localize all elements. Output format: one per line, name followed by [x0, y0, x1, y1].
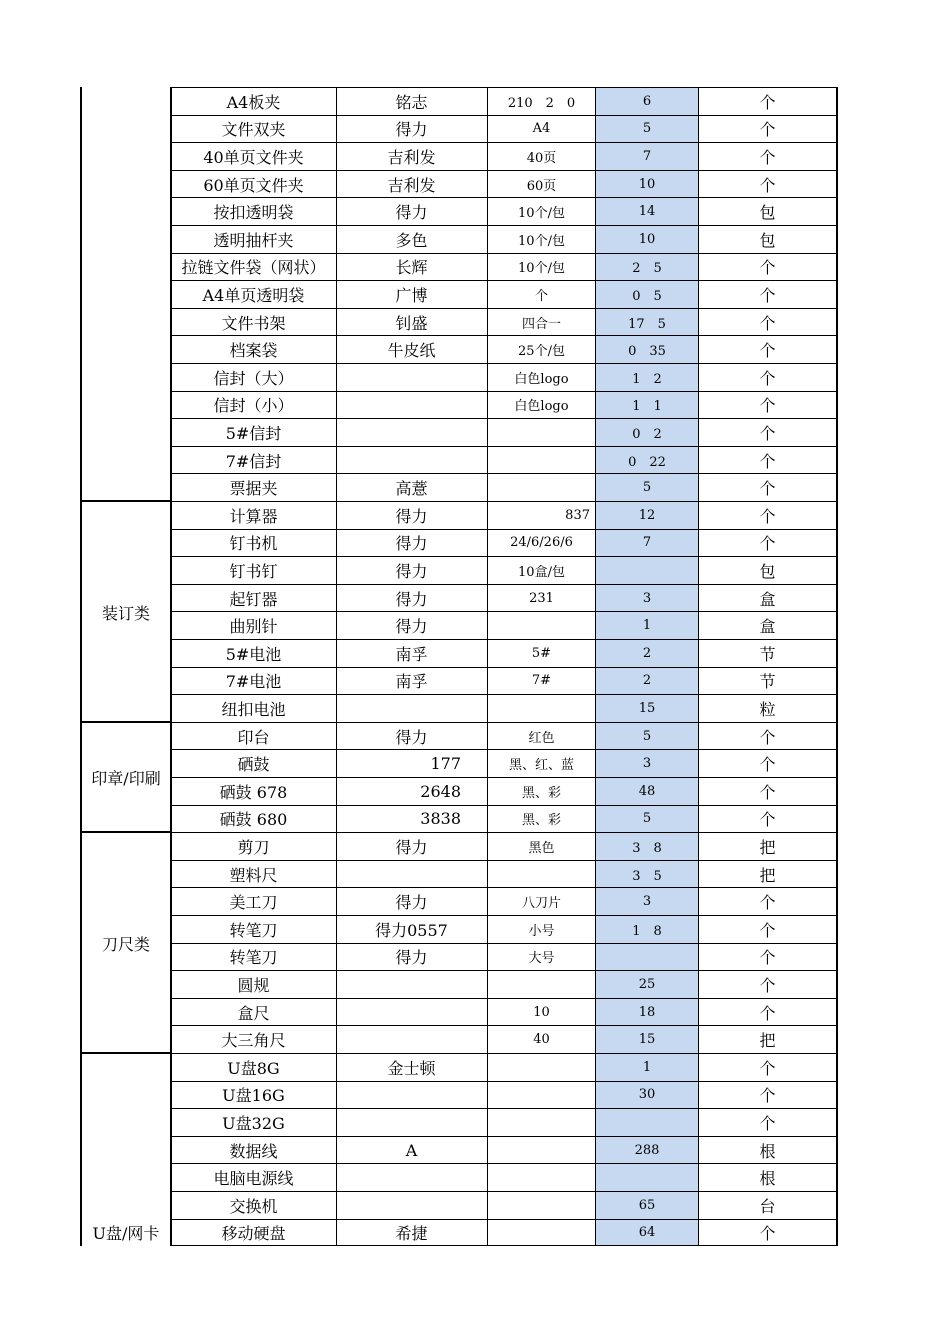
item-name-cell: 曲别针	[229, 617, 278, 637]
item-name-cell: 硒鼓	[237, 755, 270, 775]
brand-cell: 南孚	[395, 672, 428, 692]
spec-cell	[487, 1192, 596, 1219]
quantity-cell: 3 8	[596, 833, 698, 860]
category-separator	[80, 500, 171, 502]
item-name-cell: U盘16G	[222, 1086, 285, 1106]
unit-cell: 包	[759, 230, 776, 250]
quantity-cell: 7	[596, 143, 698, 170]
brand-cell: 得力	[395, 589, 428, 609]
item-name-cell: 盒尺	[237, 1003, 270, 1023]
quantity-cell: 10	[596, 226, 698, 253]
unit-cell: 个	[759, 396, 776, 416]
quantity-cell: 0 22	[596, 447, 698, 474]
unit-cell: 个	[759, 920, 776, 940]
table-row	[171, 970, 837, 998]
brand-cell: 3838	[420, 809, 461, 829]
item-name-cell: U盘8G	[227, 1058, 280, 1078]
unit-cell: 个	[759, 1058, 776, 1078]
grid-line-left	[80, 87, 82, 1246]
table-row	[171, 363, 837, 391]
quantity-cell: 64	[596, 1220, 698, 1246]
unit-cell: 个	[759, 368, 776, 388]
item-name-cell: 转笔刀	[229, 948, 278, 968]
unit-cell: 把	[759, 1031, 776, 1051]
spec-cell	[487, 1054, 596, 1081]
brand-cell	[336, 447, 487, 474]
unit-cell: 个	[759, 1223, 776, 1243]
spec-cell	[487, 419, 596, 446]
brand-cell	[336, 1109, 487, 1136]
table-row	[171, 832, 837, 860]
unit-cell: 节	[759, 644, 776, 664]
spec-cell: 黑、红、蓝	[508, 758, 574, 774]
table-row	[171, 667, 837, 695]
brand-cell: 得力	[395, 948, 428, 968]
unit-cell: 根	[759, 1141, 776, 1161]
brand-cell: 得力	[395, 506, 428, 526]
unit-cell: 个	[759, 341, 776, 361]
unit-cell: 粒	[759, 699, 776, 719]
quantity-cell: 14	[596, 198, 698, 225]
quantity-cell: 3	[596, 585, 698, 612]
brand-cell: 得力	[395, 617, 428, 637]
quantity-cell: 6	[596, 88, 698, 115]
table-row	[171, 529, 837, 557]
table-row	[171, 391, 837, 419]
brand-cell	[336, 1026, 487, 1053]
quantity-cell: 5	[596, 474, 698, 501]
table-row	[171, 1053, 837, 1081]
spec-cell: A4	[532, 121, 551, 137]
category-separator	[80, 1052, 171, 1054]
brand-cell: 希捷	[395, 1223, 428, 1243]
spec-cell: 10个/包	[518, 206, 565, 222]
item-name-cell: 60单页文件夹	[203, 175, 304, 195]
brand-cell: 得力	[395, 837, 428, 857]
unit-cell: 盒	[759, 617, 776, 637]
quantity-cell: 5	[596, 806, 698, 833]
table-row	[171, 1025, 837, 1053]
quantity-cell	[596, 944, 698, 971]
brand-cell: 得力	[395, 120, 428, 140]
brand-cell	[336, 999, 487, 1026]
item-name-cell: U盘32G	[222, 1113, 285, 1133]
unit-cell: 个	[759, 782, 776, 802]
unit-cell: 台	[759, 1196, 776, 1216]
unit-cell: 个	[759, 506, 776, 526]
brand-cell: 得力	[395, 203, 428, 223]
spec-cell: 10个/包	[518, 261, 565, 277]
unit-cell: 个	[759, 120, 776, 140]
unit-cell: 个	[759, 893, 776, 913]
unit-cell: 把	[759, 837, 776, 857]
quantity-cell: 15	[596, 695, 698, 722]
spec-cell	[487, 612, 596, 639]
item-name-cell: 5#信封	[225, 423, 282, 443]
brand-cell	[336, 1192, 487, 1219]
item-name-cell: 印台	[237, 727, 270, 747]
brand-cell: 铭志	[395, 92, 428, 112]
spec-cell: 红色	[528, 730, 555, 746]
item-name-cell: 7#电池	[225, 672, 282, 692]
item-name-cell: A4单页透明袋	[202, 285, 305, 305]
item-name-cell: 拉链文件袋（网状）	[181, 258, 326, 278]
table-row	[171, 1191, 837, 1219]
quantity-cell: 1	[596, 612, 698, 639]
quantity-cell: 3 5	[596, 861, 698, 888]
item-name-cell: 档案袋	[229, 341, 278, 361]
item-name-cell: 起钉器	[229, 589, 278, 609]
item-name-cell: 大三角尺	[221, 1031, 286, 1051]
item-name-cell: 信封（大）	[213, 368, 294, 388]
spec-cell	[487, 1220, 596, 1246]
table-row	[171, 335, 837, 363]
brand-cell: 南孚	[395, 644, 428, 664]
table-row	[171, 611, 837, 639]
brand-cell: 得力	[395, 561, 428, 581]
spec-cell: 四合一	[521, 316, 561, 332]
table-row	[171, 473, 837, 501]
unit-cell: 个	[759, 755, 776, 775]
item-name-cell: 计算器	[229, 506, 278, 526]
table-row	[171, 915, 837, 943]
table-row	[171, 1108, 837, 1136]
brand-cell	[336, 1164, 487, 1191]
brand-cell	[336, 695, 487, 722]
table-row	[171, 308, 837, 336]
quantity-cell: 25	[596, 971, 698, 998]
unit-cell: 个	[759, 1086, 776, 1106]
spec-cell: 231	[529, 590, 554, 606]
brand-cell: 2648	[420, 781, 461, 801]
quantity-cell: 2 5	[596, 254, 698, 281]
quantity-cell: 2	[596, 668, 698, 695]
quantity-cell: 48	[596, 778, 698, 805]
table-row	[171, 142, 837, 170]
brand-cell	[336, 364, 487, 391]
item-name-cell: 硒鼓 680	[219, 810, 288, 830]
table-row	[171, 998, 837, 1026]
brand-cell: 177	[430, 754, 461, 774]
item-name-cell: 美工刀	[229, 893, 278, 913]
brand-cell	[336, 971, 487, 998]
unit-cell: 个	[759, 534, 776, 554]
spec-cell: 白色logo	[514, 371, 569, 387]
brand-cell: 长辉	[395, 258, 428, 278]
quantity-cell	[596, 1164, 698, 1191]
spec-cell: 24/6/26/6	[510, 535, 573, 551]
spec-cell	[487, 1082, 596, 1109]
unit-cell: 个	[759, 423, 776, 443]
item-name-cell: 圆规	[237, 975, 270, 995]
item-name-cell: 透明抽杆夹	[213, 230, 294, 250]
spec-cell	[487, 1109, 596, 1136]
spec-cell: 10	[533, 1004, 550, 1020]
quantity-cell	[596, 1109, 698, 1136]
quantity-cell: 0 5	[596, 281, 698, 308]
table-row	[171, 418, 837, 446]
quantity-cell: 1 2	[596, 364, 698, 391]
brand-cell: 高薏	[395, 479, 428, 499]
item-name-cell: 文件双夹	[221, 120, 286, 140]
unit-cell: 把	[759, 865, 776, 885]
spec-cell: 小号	[528, 923, 555, 939]
table-row	[171, 639, 837, 667]
table-row	[171, 722, 837, 750]
table-row	[171, 115, 837, 143]
spec-cell: 个	[534, 288, 548, 304]
spec-cell	[487, 861, 596, 888]
brand-cell	[336, 392, 487, 419]
brand-cell: 得力	[395, 727, 428, 747]
item-name-cell: 7#信封	[225, 451, 282, 471]
spec-cell: 7#	[531, 673, 552, 689]
item-name-cell: 信封（小）	[213, 396, 294, 416]
quantity-cell: 65	[596, 1192, 698, 1219]
table-row	[171, 280, 837, 308]
item-name-cell: 硒鼓 678	[219, 782, 288, 802]
spec-cell: 25个/包	[518, 344, 565, 360]
table-row	[171, 501, 837, 529]
brand-cell: 吉利发	[387, 175, 436, 195]
quantity-cell: 1	[596, 1054, 698, 1081]
spec-cell	[487, 474, 596, 501]
brand-cell: 牛皮纸	[387, 341, 436, 361]
spec-cell: 白色logo	[514, 399, 569, 415]
category-separator	[80, 721, 171, 723]
item-name-cell: 钉书机	[229, 534, 278, 554]
item-name-cell: 钉书钉	[229, 561, 278, 581]
unit-cell: 个	[759, 313, 776, 333]
table-row	[171, 1081, 837, 1109]
spec-cell: 837	[565, 507, 590, 523]
spec-cell: 210 2 0	[507, 95, 576, 111]
item-name-cell: 交换机	[229, 1196, 278, 1216]
category-label: 装订类	[101, 603, 150, 623]
item-name-cell: 剪刀	[237, 837, 270, 857]
spec-cell	[487, 447, 596, 474]
spec-cell: 黑、彩	[521, 813, 561, 829]
item-name-cell: 塑料尺	[229, 865, 278, 885]
brand-cell: 得力0557	[375, 920, 448, 940]
unit-cell: 根	[759, 1169, 776, 1189]
unit-cell: 个	[759, 948, 776, 968]
table-row	[171, 197, 837, 225]
spec-cell: 5#	[531, 645, 552, 661]
spec-cell: 黑、彩	[521, 785, 561, 801]
unit-cell: 盒	[759, 589, 776, 609]
quantity-cell: 1 1	[596, 392, 698, 419]
spec-cell	[487, 1164, 596, 1191]
quantity-cell: 15	[596, 1026, 698, 1053]
unit-cell: 包	[759, 203, 776, 223]
quantity-cell: 12	[596, 502, 698, 529]
spec-cell: 40	[533, 1032, 550, 1048]
unit-cell: 个	[759, 451, 776, 471]
unit-cell: 个	[759, 1113, 776, 1133]
quantity-cell: 2	[596, 640, 698, 667]
quantity-cell: 5	[596, 723, 698, 750]
table-row	[171, 1219, 837, 1247]
spec-cell: 60页	[526, 178, 557, 194]
brand-cell: 得力	[395, 893, 428, 913]
unit-cell: 个	[759, 810, 776, 830]
unit-cell: 个	[759, 175, 776, 195]
table-row	[171, 556, 837, 584]
table-row	[171, 87, 837, 115]
quantity-cell: 10	[596, 171, 698, 198]
spec-cell: 40页	[526, 150, 557, 166]
quantity-cell: 18	[596, 999, 698, 1026]
table-row	[171, 749, 837, 777]
spec-cell: 八刀片	[521, 896, 561, 912]
quantity-cell: 30	[596, 1082, 698, 1109]
brand-cell	[336, 419, 487, 446]
spec-cell	[487, 971, 596, 998]
quantity-cell: 3	[596, 750, 698, 777]
brand-cell: 吉利发	[387, 147, 436, 167]
quantity-cell: 0 35	[596, 336, 698, 363]
category-label: 印章/印刷	[91, 768, 161, 788]
spec-cell: 10盒/包	[518, 564, 565, 580]
unit-cell: 个	[759, 258, 776, 278]
table-row	[171, 1136, 837, 1164]
table-row	[171, 1163, 837, 1191]
item-name-cell: 转笔刀	[229, 920, 278, 940]
brand-cell: A	[405, 1140, 418, 1160]
unit-cell: 个	[759, 975, 776, 995]
item-name-cell: 纽扣电池	[221, 699, 286, 719]
item-name-cell: 票据夹	[229, 479, 278, 499]
quantity-cell: 0 2	[596, 419, 698, 446]
unit-cell: 个	[759, 92, 776, 112]
item-name-cell: 移动硬盘	[221, 1223, 286, 1243]
table-row	[171, 253, 837, 281]
unit-cell: 个	[759, 727, 776, 747]
brand-cell: 钊盛	[395, 313, 428, 333]
table-row	[171, 170, 837, 198]
quantity-cell	[596, 557, 698, 584]
brand-cell: 广博	[395, 285, 428, 305]
unit-cell: 包	[759, 561, 776, 581]
item-name-cell: 按扣透明袋	[213, 203, 294, 223]
quantity-cell: 7	[596, 530, 698, 557]
quantity-cell: 3	[596, 888, 698, 915]
spec-cell: 大号	[528, 951, 555, 967]
quantity-cell: 288	[596, 1137, 698, 1164]
table-row	[171, 584, 837, 612]
brand-cell: 得力	[395, 534, 428, 554]
brand-cell: 金士顿	[387, 1058, 436, 1078]
table-row	[171, 777, 837, 805]
item-name-cell: 文件书架	[221, 313, 286, 333]
spec-cell	[487, 1137, 596, 1164]
spec-cell	[487, 695, 596, 722]
category-label: 刀尺类	[101, 934, 150, 954]
item-name-cell: 数据线	[229, 1141, 278, 1161]
quantity-cell: 5	[596, 116, 698, 143]
table-row	[171, 860, 837, 888]
category-separator	[80, 831, 171, 833]
item-name-cell: 5#电池	[225, 644, 282, 664]
table-row	[171, 943, 837, 971]
table-row	[171, 225, 837, 253]
unit-cell: 节	[759, 672, 776, 692]
item-name-cell: A4板夹	[226, 92, 281, 112]
table-row	[171, 694, 837, 722]
spec-cell: 10个/包	[518, 233, 565, 249]
table-row	[171, 446, 837, 474]
unit-cell: 个	[759, 285, 776, 305]
unit-cell: 个	[759, 1003, 776, 1023]
unit-cell: 个	[759, 479, 776, 499]
brand-cell	[336, 861, 487, 888]
table-row	[171, 887, 837, 915]
quantity-cell: 17 5	[596, 309, 698, 336]
quantity-cell: 1 8	[596, 916, 698, 943]
item-name-cell: 电脑电源线	[213, 1169, 294, 1189]
brand-cell	[336, 1082, 487, 1109]
item-name-cell: 40单页文件夹	[203, 147, 304, 167]
spec-cell: 黑色	[528, 840, 555, 856]
category-label: U盘/网卡	[92, 1223, 160, 1243]
unit-cell: 个	[759, 147, 776, 167]
table-row	[171, 805, 837, 833]
brand-cell: 多色	[395, 230, 428, 250]
